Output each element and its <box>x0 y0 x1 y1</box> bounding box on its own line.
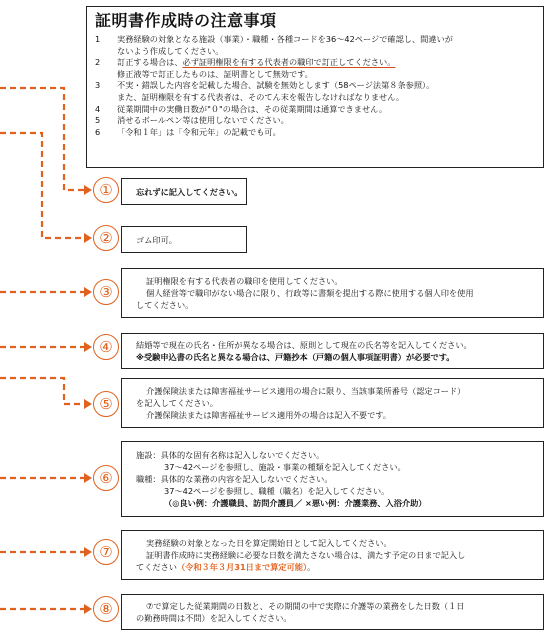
instruction-box-5 <box>121 378 544 428</box>
arrowhead-4 <box>84 342 92 352</box>
marker-7: ⑦ <box>93 539 119 565</box>
instruction-box-6 <box>121 441 544 517</box>
arrowhead-6 <box>84 473 92 483</box>
marker-1: ① <box>93 177 119 203</box>
item-number: 2 <box>95 57 101 68</box>
instruction-line-with-note <box>136 561 533 573</box>
instruction-text: てください <box>136 562 177 572</box>
arrowhead-8 <box>84 604 92 614</box>
notice-item-4 <box>95 104 535 116</box>
notice-item-5 <box>95 115 535 127</box>
marker-8: ⑧ <box>93 596 119 622</box>
item-line: 従業期間中の実働日数が"０"の場合は、その従業期間は通算できません。 <box>117 103 388 114</box>
item-line: 消せるボールペン等は使用しないでください。 <box>117 115 289 126</box>
instruction-text: 証明書作成時に実務経験に必要な日数を満たさない場合は、満たす予定の日まで記入し <box>146 550 466 560</box>
item-text: 訂正する場合は、 <box>117 57 183 68</box>
marker-2: ② <box>93 225 119 251</box>
instruction-box-1 <box>121 178 247 205</box>
notice-item-6 <box>95 127 535 139</box>
notice-item-3 <box>95 80 535 103</box>
instruction-text: してください。 <box>136 300 194 310</box>
instruction-text: 介護保険法または障害福祉サービス適用外の場合は記入不要です。 <box>146 410 391 420</box>
item-line: 実務経験の対象となる施設（事業）・職種・各種コードを36〜42ページで確認し、間違いが <box>117 34 453 44</box>
notice-item-1 <box>95 34 535 57</box>
marker-3: ③ <box>93 279 119 305</box>
item-number: 5 <box>95 115 101 126</box>
instruction-text: 証明権限を有する代表者の職印を使用してください。 <box>146 276 343 286</box>
arrowhead-5 <box>84 399 92 409</box>
marker-5: ⑤ <box>93 391 119 417</box>
deadline-note: （令和３年３月31日まで算定可能） <box>176 562 308 572</box>
instruction-box-4 <box>121 333 544 369</box>
item-line: 不実・錯誤した内容を記載した場合、試験を無効とします（58ページ法第８条参照）。 <box>117 80 435 91</box>
arrowhead-2 <box>84 233 92 243</box>
instruction-text: 介護保険法または障害福祉サービス適用の場合に限り、当該事業所番号（認定コード） <box>146 386 466 396</box>
item-line: ないよう作成してください。 <box>117 45 224 56</box>
item-line <box>117 57 535 69</box>
instruction-text: 忘れずに記入してください。 <box>136 186 243 197</box>
instruction-text: ※受験申込書の氏名と異なる場合は、戸籍抄本（戸籍の個人事項証明書）が必要です。 <box>136 352 455 362</box>
instruction-text: （◎良い例：介護職員、訪問介護員／ ×悪い例：介護業務、入浴介助） <box>164 498 427 508</box>
item-number: 6 <box>95 126 101 137</box>
instruction-text: 個人経営等で職印がない場合に限り、行政等に書類を提出する際に使用する個人印を使用 <box>146 288 474 298</box>
item-number: 4 <box>95 103 101 114</box>
instruction-box-2 <box>121 226 247 253</box>
instruction-text: 37〜42ページを参照し、職種（職名）を記入してください。 <box>164 486 390 496</box>
connector-2 <box>0 133 84 238</box>
notice-title: 証明書作成時の注意事項 <box>95 11 277 30</box>
marker-4: ④ <box>93 334 119 360</box>
instruction-box-8 <box>121 594 544 630</box>
instruction-text: 実務経験の対象となった日を算定開始日として記入してください。 <box>146 538 392 548</box>
instruction-text: を記入してください。 <box>136 398 218 408</box>
underlined-text: 必ず証明権限を有する代表者の職印で訂正してください。 <box>182 57 396 68</box>
instruction-text: ⑦で算定した従業期間の日数と、その期間の中で実際に介護等の業務をした日数（１日 <box>146 601 465 611</box>
instruction-text: 施設：具体的な固有名称は記入しないでください。 <box>136 450 325 460</box>
marker-6: ⑥ <box>93 465 119 491</box>
instruction-text: 37〜42ページを参照し、施設・事業の種類を記入してください。 <box>164 462 406 472</box>
instruction-box-7 <box>121 530 544 580</box>
item-line: 修正液等で訂正したものは、証明書として無効です。 <box>117 68 313 79</box>
item-line: また、証明権限を有する代表者は、そのてん末を報告しなければなりません。 <box>117 91 405 102</box>
instruction-box-3 <box>121 268 544 318</box>
notice-box <box>86 6 544 168</box>
instruction-text: ゴム印可。 <box>136 234 177 245</box>
arrowhead-7 <box>84 547 92 557</box>
instruction-text: 結婚等で現在の氏名・住所が異なる場合は、原則として現在の氏名等を記入してください。 <box>136 340 472 350</box>
arrowhead-3 <box>84 287 92 297</box>
notice-item-2 <box>95 57 535 80</box>
item-line: 「令和１年」は「令和元年」の記載でも可。 <box>117 126 281 137</box>
instruction-text: 職種：具体的な業務の内容を記入しないでください。 <box>136 474 333 484</box>
connector-5 <box>0 378 84 404</box>
arrowhead-1 <box>84 185 92 195</box>
instruction-text: 。 <box>307 562 316 572</box>
item-number: 1 <box>95 34 101 44</box>
item-number: 3 <box>95 80 101 91</box>
instruction-text: の勤務時間は不問）を記入してください。 <box>136 613 292 623</box>
